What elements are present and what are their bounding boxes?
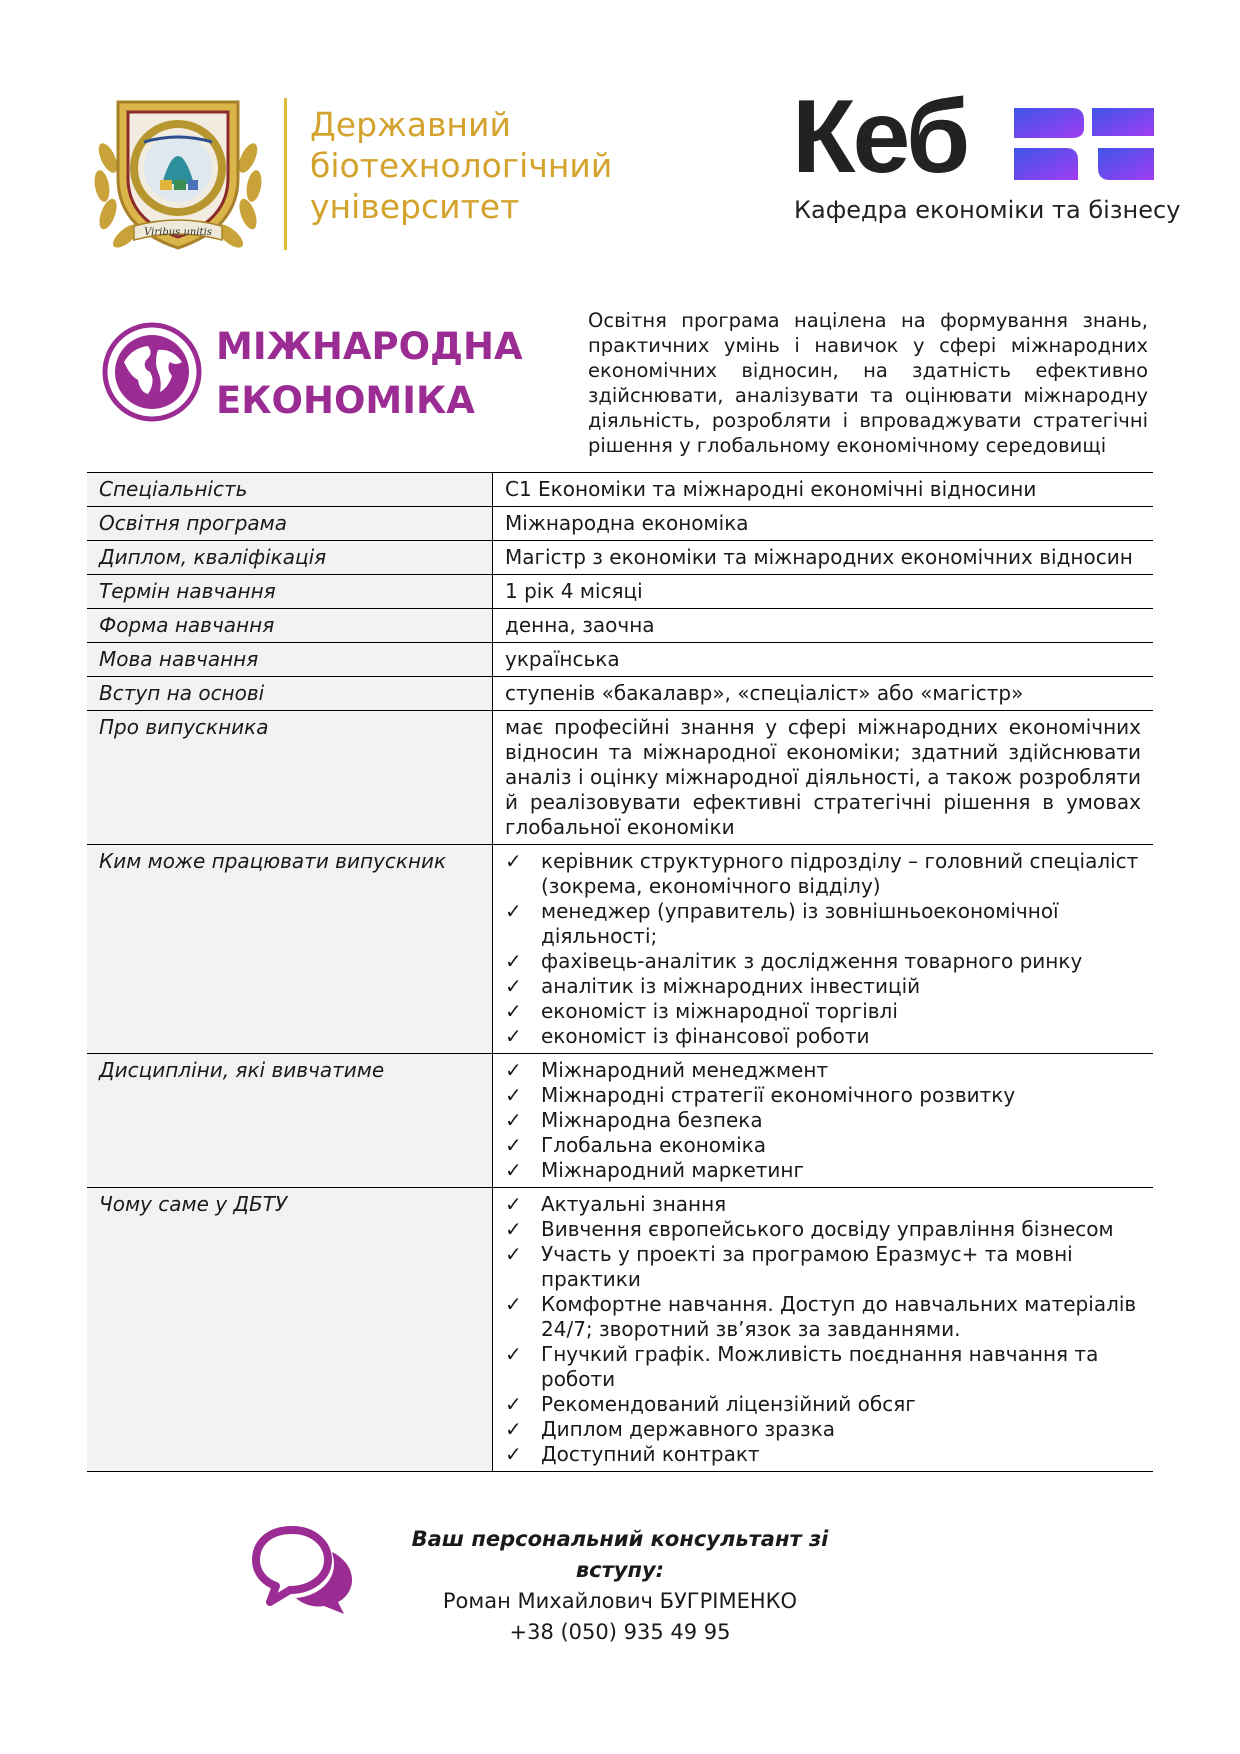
list-item <box>505 949 1141 974</box>
list-item <box>505 1133 1141 1158</box>
row-label-language: Мова навчання <box>87 643 493 676</box>
list-item-text: менеджер (управитель) із зовнішньоекономічної діяльності; <box>541 899 1059 948</box>
list-item <box>505 1024 1141 1049</box>
consultant-block <box>380 1524 860 1648</box>
list-item-text: Міжнародна безпека <box>541 1108 763 1132</box>
list-item-text: Глобальна економіка <box>541 1133 766 1157</box>
checkmark-icon: ✓ <box>505 1242 522 1266</box>
list-item-text: Доступний контракт <box>541 1442 760 1466</box>
list-item-text: економіст із міжнародної торгівлі <box>541 999 898 1023</box>
table-row <box>87 642 1153 676</box>
list-item <box>505 849 1141 899</box>
row-label-careers: Ким може працювати випускник <box>87 845 493 1053</box>
consultant-phone: +38 (050) 935 49 95 <box>509 1620 731 1644</box>
list-item-text: Комфортне навчання. Доступ до навчальних матеріалів 24/7; зворотний зв’язок за завданнями. <box>541 1292 1137 1341</box>
university-name-line-2: біотехнологічний <box>310 146 613 185</box>
table-row <box>87 540 1153 574</box>
list-item-text: Міжнародні стратегії економічного розвитку <box>541 1083 1016 1107</box>
row-value-specialty: С1 Економіки та міжнародні економічні відносини <box>505 477 1037 501</box>
university-crest-icon <box>88 88 268 256</box>
consultant-heading: Ваш персональний консультант зі вступу: <box>411 1527 829 1582</box>
table-row <box>87 472 1153 506</box>
row-label-disciplines: Дисципліни, які вивчатиме <box>87 1054 493 1187</box>
svg-text:Viribus unitis: Viribus unitis <box>144 227 212 238</box>
keb-logo-icon <box>1014 108 1154 180</box>
checkmark-icon: ✓ <box>505 849 522 873</box>
checkmark-icon: ✓ <box>505 1217 522 1241</box>
list-item <box>505 1058 1141 1083</box>
row-value-diploma: Магістр з економіки та міжнародних економічних відносин <box>505 545 1133 569</box>
list-item <box>505 1192 1141 1217</box>
row-value-why <box>493 1188 1153 1471</box>
list-item-text: Актуальні знання <box>541 1192 727 1216</box>
row-label-program: Освітня програма <box>87 507 493 540</box>
list-item <box>505 1392 1141 1417</box>
list-item <box>505 1342 1141 1392</box>
row-value-disciplines <box>493 1054 1153 1187</box>
program-intro: Освітня програма націлена на формування знань, практичних умінь і навичок у сфері міжнародних економічних відносин, на здатність ефективно здійснювати, аналізувати та оцінювати міжнародну діяльність, розробляти і впроваджувати стратегічні рішення у глобальному економічному середовищі <box>588 309 1148 457</box>
checkmark-icon: ✓ <box>505 899 522 923</box>
list-item-text: Рекомендований ліцензійний обсяг <box>541 1392 916 1416</box>
checkmark-icon: ✓ <box>505 1417 522 1441</box>
university-name <box>310 104 630 227</box>
row-value-duration: 1 рік 4 місяці <box>505 579 643 603</box>
list-item-text: Диплом державного зразка <box>541 1417 836 1441</box>
list-item <box>505 974 1141 999</box>
row-value-study-form: денна, заочна <box>505 613 655 637</box>
list-item <box>505 1242 1141 1292</box>
department-full-name: Кафедра економіки та бізнесу <box>794 196 1181 224</box>
checkmark-icon: ✓ <box>505 1058 522 1082</box>
list-item <box>505 1083 1141 1108</box>
table-row <box>87 676 1153 710</box>
checkmark-icon: ✓ <box>505 1083 522 1107</box>
table-row <box>87 1187 1153 1472</box>
row-label-duration: Термін навчання <box>87 575 493 608</box>
list-item-text: економіст із фінансової роботи <box>541 1024 870 1048</box>
checkmark-icon: ✓ <box>505 1158 522 1182</box>
checkmark-icon: ✓ <box>505 1442 522 1466</box>
department-short-name: Кеб <box>792 79 968 195</box>
list-item <box>505 1108 1141 1133</box>
row-label-why: Чому саме у ДБТУ <box>87 1188 493 1471</box>
program-info-table <box>87 472 1153 1472</box>
list-item-text: керівник структурного підрозділу – головний спеціаліст (зокрема, економічного відділу) <box>541 849 1139 898</box>
row-value-program: Міжнародна економіка <box>505 511 749 535</box>
table-row <box>87 574 1153 608</box>
checkmark-icon: ✓ <box>505 1292 522 1316</box>
table-row <box>87 506 1153 540</box>
list-item-text: Участь у проекті за програмою Еразмус+ та мовні практики <box>541 1242 1073 1291</box>
row-value-graduate: має професійні знання у сфері міжнародних економічних відносин та міжнародної економіки; здатний здійснювати аналіз і оцінку міжнародної діяльності, а також розробляти й реалізовувати ефективні стратегічні рішення в умовах глобальної економіки <box>505 715 1141 839</box>
checkmark-icon: ✓ <box>505 1108 522 1132</box>
chat-bubbles-icon <box>252 1524 356 1616</box>
list-item-text: фахівець-аналітик з дослідження товарного ринку <box>541 949 1083 973</box>
checkmark-icon: ✓ <box>505 1342 522 1366</box>
row-label-admission: Вступ на основі <box>87 677 493 710</box>
checkmark-icon: ✓ <box>505 949 522 973</box>
list-item-text: Міжнародний менеджмент <box>541 1058 829 1082</box>
table-row <box>87 710 1153 844</box>
checkmark-icon: ✓ <box>505 1133 522 1157</box>
checkmark-icon: ✓ <box>505 1392 522 1416</box>
disciplines-list <box>505 1058 1141 1183</box>
row-label-graduate: Про випускника <box>87 711 493 844</box>
list-item <box>505 899 1141 949</box>
checkmark-icon: ✓ <box>505 974 522 998</box>
list-item <box>505 1292 1141 1342</box>
list-item <box>505 999 1141 1024</box>
list-item <box>505 1158 1141 1183</box>
row-value-admission: ступенів «бакалавр», «спеціаліст» або «магістр» <box>505 681 1024 705</box>
why-list <box>505 1192 1141 1467</box>
row-label-specialty: Спеціальність <box>87 473 493 506</box>
program-title-line-2: ЕКОНОМІКА <box>216 379 475 422</box>
university-name-line-3: університет <box>310 187 520 226</box>
program-title <box>216 320 523 428</box>
consultant-name: Роман Михайлович БУГРІМЕНКО <box>442 1589 798 1613</box>
table-row <box>87 1053 1153 1187</box>
row-label-diploma: Диплом, кваліфікація <box>87 541 493 574</box>
list-item-text: Гнучкий графік. Можливість поєднання навчання та роботи <box>541 1342 1099 1391</box>
header-divider <box>284 98 287 250</box>
row-value-careers <box>493 845 1153 1053</box>
table-row <box>87 608 1153 642</box>
list-item-text: Міжнародний маркетинг <box>541 1158 805 1182</box>
program-title-line-1: МІЖНАРОДНА <box>216 325 523 368</box>
row-value-language: українська <box>505 647 620 671</box>
list-item <box>505 1217 1141 1242</box>
list-item <box>505 1417 1141 1442</box>
list-item-text: Вивчення європейського досвіду управління бізнесом <box>541 1217 1114 1241</box>
globe-icon <box>102 322 202 422</box>
checkmark-icon: ✓ <box>505 1024 522 1048</box>
list-item <box>505 1442 1141 1467</box>
row-label-study-form: Форма навчання <box>87 609 493 642</box>
table-row <box>87 844 1153 1053</box>
university-name-line-1: Державний <box>310 105 511 144</box>
checkmark-icon: ✓ <box>505 1192 522 1216</box>
checkmark-icon: ✓ <box>505 999 522 1023</box>
list-item-text: аналітик із міжнародних інвестицій <box>541 974 921 998</box>
careers-list <box>505 849 1141 1049</box>
